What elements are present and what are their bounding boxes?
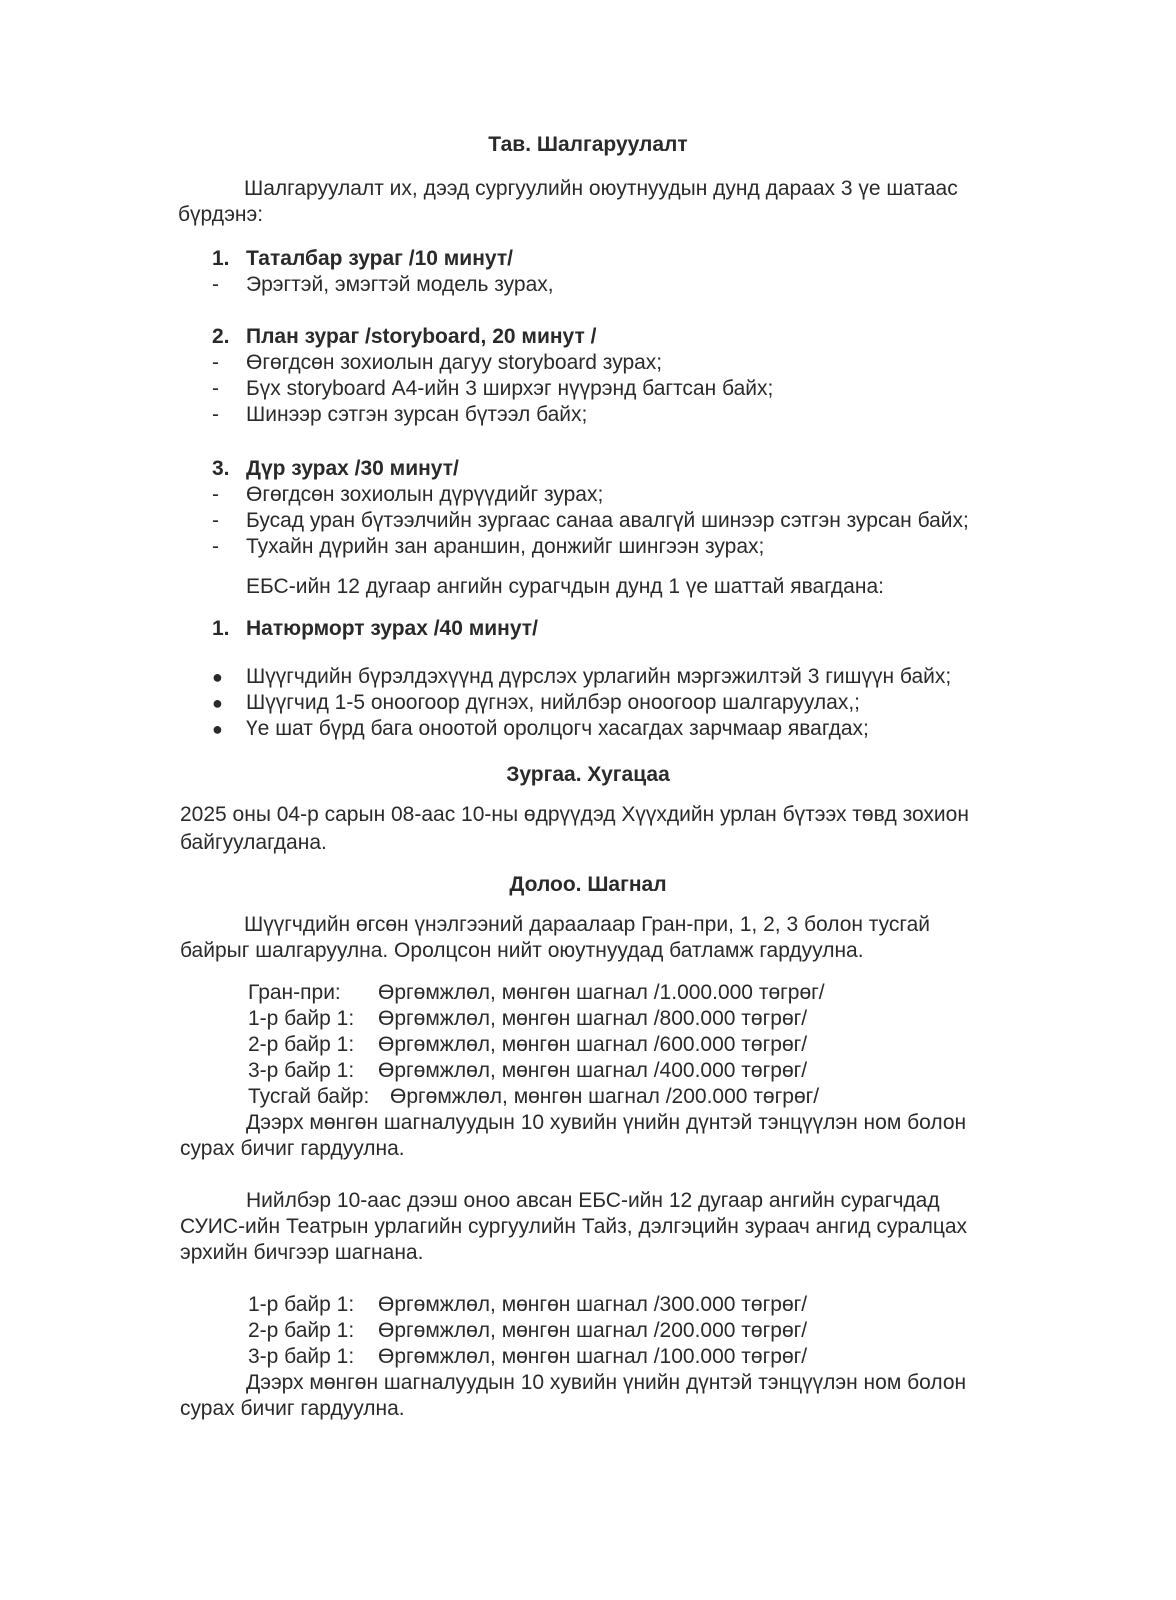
prize-intro-line-2: байрыг шалгаруулна. Оролцсон нийт оюутнуудад батламж гардуулна. [180, 939, 864, 962]
period-text-line-2: байгуулагдана. [180, 831, 327, 854]
section-title-prize: Долоо. Шагнал [509, 873, 667, 896]
school-prize-row: 1-р байр 1: Өргөмжлөл, мөнгөн шагнал /300.000 төгрөг/ [248, 1293, 808, 1316]
school-prize-text-line-2: СУИС-ийн Театрын урлагийн сургуулийн Тайз, дэлгэцийн зураач ангид суралцах [180, 1215, 968, 1238]
list-item: - Өгөгдсөн зохиолын дүрүүдийг зурах; [212, 483, 604, 506]
list-item: - Эрэгтэй, эмэгтэй модель зурах, [212, 273, 554, 296]
bullet-item: ● Үе шат бүрд бага оноотой оролцогч хасагдах зарчмаар явагдах; [212, 717, 869, 740]
school-prize-row: 3-р байр 1: Өргөмжлөл, мөнгөн шагнал /100.000 төгрөг/ [248, 1345, 808, 1368]
list-item: - Өгөгдсөн зохиолын дагуу storyboard зурах; [212, 351, 663, 374]
bullet-item: ● Шүүгчдийн бүрэлдэхүүнд дүрслэх урлагийн мэргэжилтэй 3 гишүүн байх; [212, 665, 952, 688]
school-prize-note-line-1: Дээрх мөнгөн шагналуудын 10 хувийн үнийн дүнтэй тэнцүүлэн ном болон [246, 1371, 967, 1394]
stage-1-heading: 1. Таталбар зураг /10 минут/ [212, 247, 513, 270]
school-prize-note-line-2: сурах бичиг гардуулна. [180, 1397, 405, 1420]
school-intro: ЕБС-ийн 12 дугаар ангийн сурагчдын дунд 1 үе шаттай явагдана: [246, 575, 884, 598]
list-item: - Шинээр сэтгэн зурсан бүтээл байх; [212, 403, 588, 426]
intro-line-2: бүрдэнэ: [178, 203, 264, 226]
prize-intro-line-1: Шүүгчдийн өгсөн үнэлгээний дараалаар Гран-при, 1, 2, 3 болон тусгай [244, 913, 931, 936]
bullet-item: ● Шүүгчид 1-5 оноогоор дүгнэх, нийлбэр оноогоор шалгаруулах,; [212, 691, 860, 714]
school-prize-text-line-3: эрхийн бичгээр шагнана. [180, 1241, 424, 1264]
school-stage-heading: 1. Натюрморт зурах /40 минут/ [212, 617, 538, 640]
prize-row: 3-р байр 1: Өргөмжлөл, мөнгөн шагнал /400.000 төгрөг/ [248, 1059, 808, 1082]
section-title-period: Зургаа. Хугацаа [506, 763, 670, 786]
list-item: - Бүх storyboard А4-ийн 3 ширхэг нүүрэнд багтсан байх; [212, 377, 774, 400]
prize-row: 1-р байр 1: Өргөмжлөл, мөнгөн шагнал /800.000 төгрөг/ [248, 1007, 808, 1030]
prize-note-line-1: Дээрх мөнгөн шагналуудын 10 хувийн үнийн дүнтэй тэнцүүлэн ном болон [246, 1111, 967, 1134]
section-title-selection: Тав. Шалгаруулалт [488, 133, 688, 156]
intro-line-1: Шалгаруулалт их, дээд сургуулийн оюутнуудын дунд дараах 3 үе шатаас [244, 177, 958, 200]
period-text-line-1: 2025 оны 04-р сарын 08-аас 10-ны өдрүүдэд Хүүхдийн урлан бүтээх төвд зохион [180, 803, 969, 826]
stage-2-heading: 2. План зураг /storyboard, 20 минут / [212, 325, 597, 348]
school-prize-text-line-1: Нийлбэр 10-аас дээш оноо авсан ЕБС-ийн 12 дугаар ангийн сурагчдад [246, 1189, 940, 1212]
list-item: - Бусад уран бүтээлчийн зургаас санаа авалгүй шинээр сэтгэн зурсан байх; [212, 509, 969, 532]
prize-note-line-2: сурах бичиг гардуулна. [180, 1137, 405, 1160]
prize-row: 2-р байр 1: Өргөмжлөл, мөнгөн шагнал /600.000 төгрөг/ [248, 1033, 808, 1056]
school-prize-row: 2-р байр 1: Өргөмжлөл, мөнгөн шагнал /200.000 төгрөг/ [248, 1319, 808, 1342]
list-item: - Тухайн дүрийн зан араншин, донжийг шингээн зурах; [212, 535, 765, 558]
prize-row: Тусгай байр: Өргөмжлөл, мөнгөн шагнал /200.000 төгрөг/ [248, 1085, 820, 1108]
stage-3-heading: 3. Дүр зурах /30 минут/ [212, 457, 459, 480]
prize-row: Гран-при: Өргөмжлөл, мөнгөн шагнал /1.000.000 төгрөг/ [248, 981, 825, 1004]
